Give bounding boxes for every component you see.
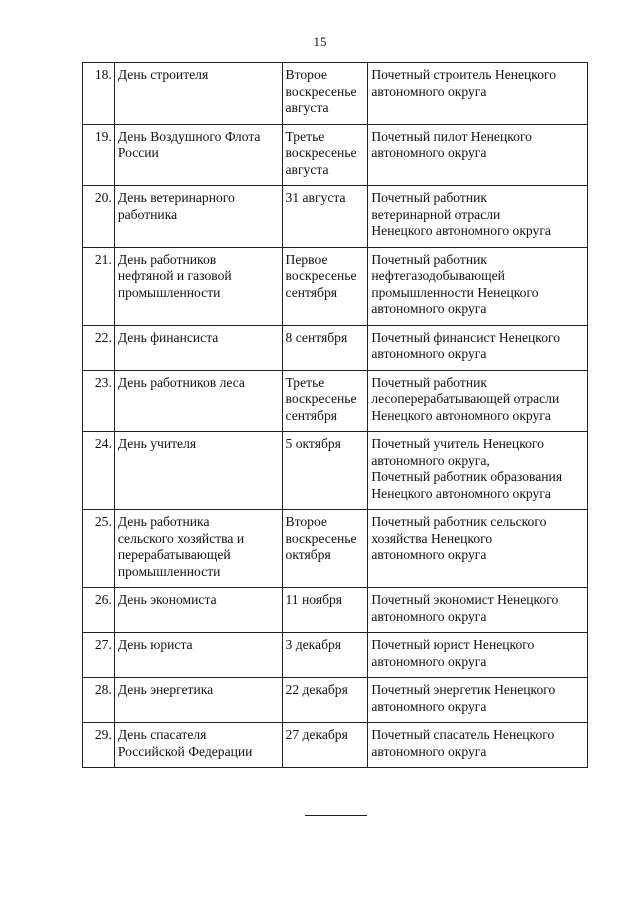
- holiday-date-line: 5 октября: [285, 436, 341, 451]
- holiday-date-line: Второе: [285, 514, 327, 529]
- holiday-date-line: 11 ноября: [285, 592, 343, 607]
- holiday-name-cell: [114, 723, 282, 768]
- honorary-title-line: Почетный пилот Ненецкого: [371, 128, 532, 144]
- row-number: 18.: [83, 63, 115, 125]
- honorary-title-line: автономного округа: [371, 301, 487, 316]
- holiday-date-cell: [282, 63, 368, 125]
- honorary-title-line: Почетный учитель Ненецкого: [371, 436, 544, 451]
- honorary-title-cell: [368, 678, 588, 723]
- honorary-title-line: Ненецкого автономного округа: [371, 223, 551, 238]
- honorary-title-line: автономного округа: [371, 547, 487, 562]
- honorary-title-cell: [368, 633, 588, 678]
- honorary-title-line: Почетный работник: [371, 374, 487, 390]
- holiday-name-line: перерабатывающей: [117, 547, 231, 562]
- holiday-date-line: октября: [285, 547, 331, 562]
- honorary-title-cell: [368, 370, 588, 432]
- holiday-date-cell: [282, 325, 368, 370]
- holiday-date-cell: [282, 723, 368, 768]
- holiday-name-line: День ветеринарного: [117, 190, 235, 205]
- holiday-date-line: августа: [285, 161, 329, 177]
- holiday-name-cell: [114, 678, 282, 723]
- honorary-title-cell: [368, 432, 588, 510]
- page-number: 15: [313, 34, 327, 49]
- honorary-title-line: Почетный работник сельского: [371, 514, 547, 529]
- holiday-name-line: промышленности: [117, 563, 221, 579]
- honorary-title-line: Почетный работник: [371, 251, 487, 267]
- table-row: [83, 186, 588, 248]
- holiday-date-line: 8 сентября: [285, 329, 348, 345]
- holiday-name-line: День финансиста: [117, 329, 219, 345]
- honorary-title-line: Почетный финансист Ненецкого: [371, 329, 561, 345]
- honorary-title-line: автономного округа: [371, 346, 487, 361]
- holiday-name-cell: [114, 510, 282, 588]
- holiday-name-line: День строителя: [117, 67, 209, 82]
- holiday-date-line: Первое: [285, 251, 328, 267]
- table-row: [83, 124, 588, 186]
- honorary-title-line: ветеринарной отрасли: [371, 206, 501, 222]
- holiday-date-cell: [282, 186, 368, 248]
- holiday-date-line: сентября: [285, 284, 338, 300]
- row-number: 25.: [83, 510, 115, 588]
- table-row: [83, 247, 588, 325]
- honorary-title-line: автономного округа: [371, 653, 487, 669]
- row-number: 21.: [83, 247, 115, 325]
- holiday-name-cell: [114, 370, 282, 432]
- holiday-date-cell: [282, 588, 368, 633]
- holiday-name-line: нефтяной и газовой: [117, 268, 232, 283]
- row-number: 20.: [83, 186, 115, 248]
- row-number: 27.: [83, 633, 115, 678]
- honorary-title-line: автономного округа: [371, 145, 487, 160]
- honorary-title-cell: [368, 186, 588, 248]
- holiday-date-cell: [282, 247, 368, 325]
- holiday-date-line: сентября: [285, 407, 338, 423]
- honorary-title-line: хозяйства Ненецкого: [371, 530, 493, 546]
- holiday-date-cell: [282, 510, 368, 588]
- holiday-date-line: воскресенье: [285, 145, 357, 160]
- honorary-title-line: Почетный строитель Ненецкого: [371, 67, 557, 82]
- row-number: 19.: [83, 124, 115, 186]
- honorary-title-cell: [368, 124, 588, 186]
- honorary-title-line: автономного округа: [371, 743, 487, 759]
- holiday-name-line: День Воздушного Флота: [117, 128, 261, 144]
- honorary-title-line: автономного округа,: [371, 452, 490, 468]
- row-number: 24.: [83, 432, 115, 510]
- honorary-title-cell: [368, 723, 588, 768]
- honorary-title-line: Почетный экономист Ненецкого: [371, 592, 559, 607]
- table-row: [83, 510, 588, 588]
- table-row: [83, 633, 588, 678]
- holiday-date-cell: [282, 124, 368, 186]
- table-row: [83, 432, 588, 510]
- holiday-name-line: День работников леса: [117, 374, 245, 390]
- honorary-title-line: Ненецкого автономного округа: [371, 485, 551, 501]
- holiday-date-line: воскресенье: [285, 391, 357, 406]
- holiday-name-line: День работника: [117, 514, 210, 529]
- table-row: [83, 63, 588, 125]
- holiday-date-line: воскресенье: [285, 268, 357, 283]
- holiday-date-line: 22 декабря: [285, 682, 348, 697]
- holiday-name-cell: [114, 186, 282, 248]
- honorary-title-cell: [368, 325, 588, 370]
- honorary-title-cell: [368, 510, 588, 588]
- row-number: 29.: [83, 723, 115, 768]
- holiday-date-line: Третье: [285, 374, 325, 390]
- row-number: 23.: [83, 370, 115, 432]
- holiday-name-line: сельского хозяйства и: [117, 530, 245, 546]
- holiday-date-line: Второе: [285, 67, 327, 82]
- holiday-name-line: День юриста: [117, 637, 193, 652]
- holiday-date-cell: [282, 678, 368, 723]
- holiday-name-line: промышленности: [117, 284, 221, 300]
- holiday-date-line: 3 декабря: [285, 637, 342, 652]
- holiday-name-line: День спасателя: [117, 727, 207, 742]
- holiday-date-line: 27 декабря: [285, 727, 348, 742]
- honorary-title-line: автономного округа: [371, 608, 487, 624]
- holiday-name-cell: [114, 432, 282, 510]
- holiday-date-line: августа: [285, 100, 329, 115]
- holiday-name-cell: [114, 63, 282, 125]
- table-row: [83, 723, 588, 768]
- holiday-date-line: Третье: [285, 128, 325, 144]
- holiday-name-line: День энергетика: [117, 682, 214, 697]
- holiday-name-cell: [114, 588, 282, 633]
- holiday-name-line: России: [117, 145, 159, 160]
- honorary-title-line: Почетный работник образования: [371, 469, 563, 484]
- holiday-name-line: День работников: [117, 251, 217, 267]
- row-number: 28.: [83, 678, 115, 723]
- end-of-document-rule: [305, 815, 367, 816]
- table-row: [83, 325, 588, 370]
- honorary-title-line: Почетный спасатель Ненецкого: [371, 727, 555, 742]
- table-row: [83, 678, 588, 723]
- holiday-date-cell: [282, 432, 368, 510]
- honorary-title-cell: [368, 63, 588, 125]
- honorary-title-line: нефтегазодобывающей: [371, 268, 505, 283]
- holiday-name-cell: [114, 124, 282, 186]
- holidays-table: [82, 62, 588, 768]
- holiday-name-line: День учителя: [117, 436, 197, 451]
- holiday-date-cell: [282, 633, 368, 678]
- table-row: [83, 588, 588, 633]
- table-row: [83, 370, 588, 432]
- holiday-name-cell: [114, 247, 282, 325]
- honorary-title-line: Ненецкого автономного округа: [371, 407, 551, 423]
- honorary-title-line: промышленности Ненецкого: [371, 284, 539, 300]
- honorary-title-line: автономного округа: [371, 83, 487, 99]
- holiday-name-line: День экономиста: [117, 592, 217, 607]
- row-number: 22.: [83, 325, 115, 370]
- honorary-title-line: Почетный работник: [371, 190, 487, 205]
- honorary-title-line: лесоперерабатывающей отрасли: [371, 391, 560, 406]
- honorary-title-line: Почетный юрист Ненецкого: [371, 637, 535, 652]
- holiday-name-cell: [114, 325, 282, 370]
- holiday-date-line: воскресенье: [285, 83, 357, 99]
- holiday-date-line: воскресенье: [285, 530, 357, 546]
- row-number: 26.: [83, 588, 115, 633]
- holiday-name-line: Российской Федерации: [117, 743, 253, 759]
- holiday-name-cell: [114, 633, 282, 678]
- holiday-name-line: работника: [117, 206, 178, 222]
- honorary-title-cell: [368, 247, 588, 325]
- holiday-date-cell: [282, 370, 368, 432]
- honorary-title-line: автономного округа: [371, 698, 487, 714]
- holiday-date-line: 31 августа: [285, 190, 346, 205]
- honorary-title-cell: [368, 588, 588, 633]
- honorary-title-line: Почетный энергетик Ненецкого: [371, 682, 556, 697]
- table-body: [83, 63, 588, 768]
